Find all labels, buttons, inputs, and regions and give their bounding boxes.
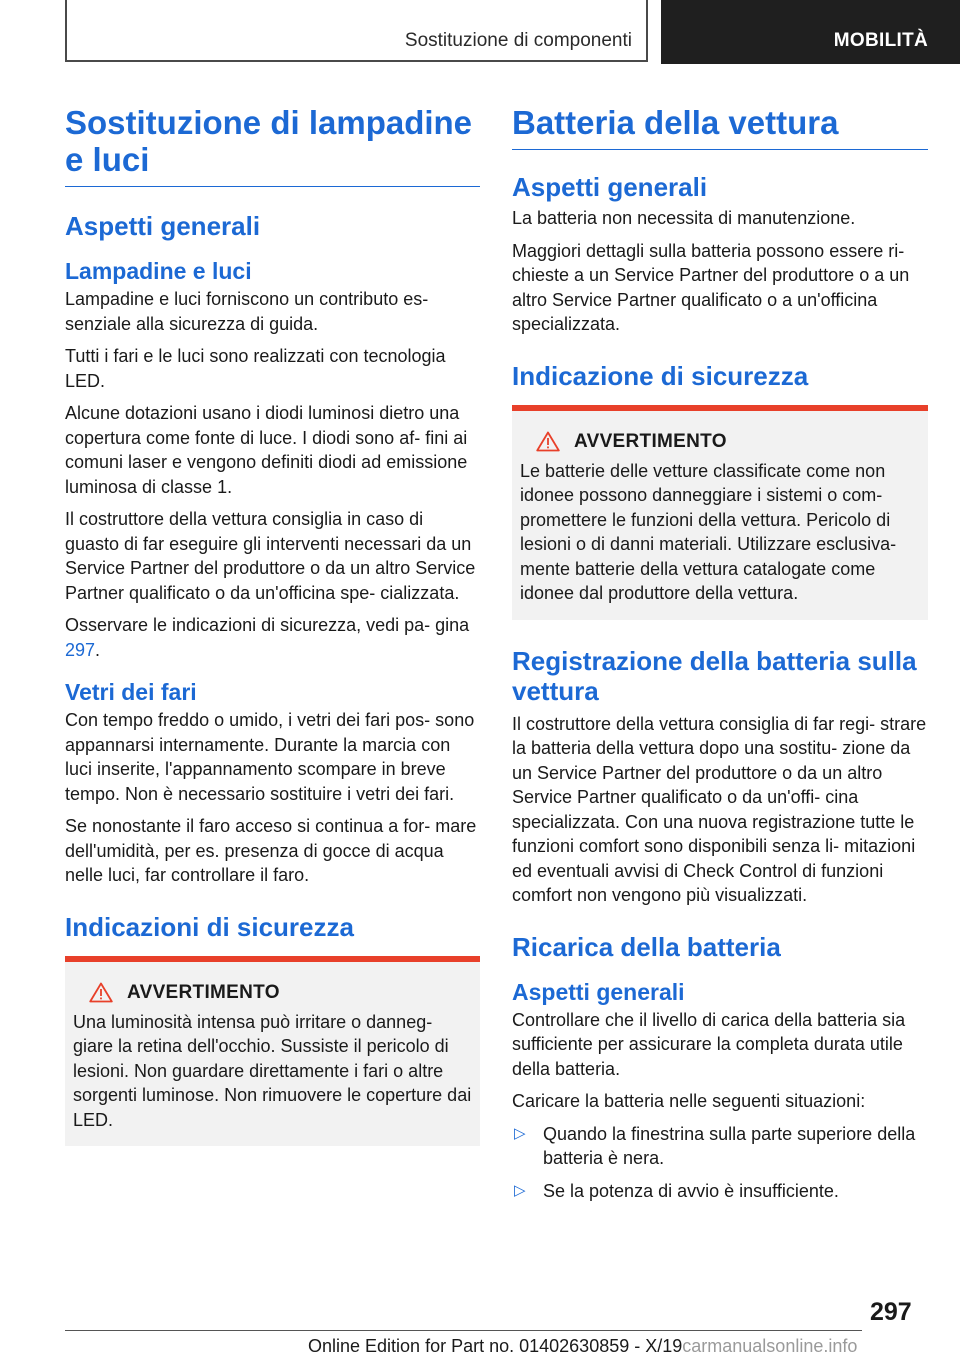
- warning-header: [520, 431, 920, 453]
- warning-box: [512, 405, 928, 620]
- warning-text: Una luminosità intensa può irritare o danneg- giare la retina dell'occhio. Sussiste il pericolo di lesioni. Non guardare direttamente i fari o altre sorgenti luminose. Non rimuovere le coperture dai LED.: [73, 1011, 472, 1130]
- subheading-headlight-glass: Vetri dei fari: [65, 679, 197, 705]
- footer-watermark: carmanualsonline.info: [682, 1336, 858, 1356]
- paragraph: Il costruttore della vettura consiglia in caso di guasto di far eseguire gli interventi necessari da un Service Partner del produttore o da un altro Service Partner qualificato o da un'officina spe- cializzata.: [65, 509, 476, 603]
- heading-safety: Indicazione di sicurezza: [512, 360, 809, 391]
- paragraph: Con tempo freddo o umido, i vetri dei fari pos- sono appannarsi internamente. Durante la marcia con luci inserite, l'appannamento scompare in breve tempo. Non è necessario sostituire i vetri dei fari.: [65, 710, 475, 804]
- warning-header: [73, 982, 472, 1004]
- triangle-right-icon: ▷: [514, 1181, 526, 1199]
- footer-edition-text: Online Edition for Part no. 01402630859 - X/19: [308, 1336, 683, 1356]
- header-section-title: Sostituzione di componenti: [404, 30, 632, 51]
- heading-battery: Batteria della vettura: [512, 104, 928, 150]
- warning-text: Le batterie delle vetture classificate come non idonee possono danneggiare i sistemi o com- promettere le funzioni della vettura. Pericolo di lesioni o di danni materiali. Utilizzare esclusiva- mente batterie della vettura catalogate come idonee dal produttore della vettura.: [520, 460, 897, 603]
- warning-triangle-icon: [89, 982, 113, 1003]
- page-number: 297: [870, 1298, 912, 1326]
- page-reference-link[interactable]: 297: [65, 639, 96, 660]
- paragraph-text: Osservare le indicazioni di sicurezza, vedi pa- gina: [65, 615, 470, 635]
- list-item: [512, 1179, 928, 1204]
- paragraph: Controllare che il livello di carica della batteria sia sufficiente per assicurare la completa durata utile della batteria.: [512, 1009, 906, 1079]
- warning-title: AVVERTIMENTO: [127, 981, 280, 1003]
- heading-general: Aspetti generali: [65, 211, 261, 241]
- paragraph: Caricare la batteria nelle seguenti situazioni:: [512, 1091, 866, 1111]
- triangle-right-icon: ▷: [514, 1124, 526, 1142]
- right-column: [512, 100, 928, 1211]
- list-item-text: Quando la finestrina sulla parte superiore della batteria è nera.: [543, 1123, 916, 1168]
- charging-situations-list: [512, 1122, 928, 1204]
- warning-triangle-icon: [536, 431, 560, 452]
- footer-divider: [65, 1330, 862, 1331]
- subheading-lamps: Lampadine e luci: [65, 258, 252, 284]
- list-item: [512, 1122, 928, 1171]
- heading-safety: Indicazioni di sicurezza: [65, 911, 354, 942]
- warning-title: AVVERTIMENTO: [574, 430, 727, 452]
- paragraph: La batteria non necessita di manutenzione.: [512, 208, 856, 228]
- list-item-text: Se la potenza di avvio è insufficiente.: [543, 1180, 839, 1201]
- header-chapter-tab[interactable]: [661, 0, 960, 64]
- heading-battery-registration: Registrazione della batteria sulla vettura: [512, 645, 917, 706]
- subheading-general: Aspetti generali: [512, 978, 685, 1005]
- heading-lamps: Sostituzione di lampadine e luci: [65, 104, 480, 187]
- heading-battery-charging: Ricarica della batteria: [512, 931, 781, 962]
- paragraph: Lampadine e luci forniscono un contributo es- senziale alla sicurezza di guida.: [65, 289, 429, 334]
- paragraph: Il costruttore della vettura consiglia di far regi- strare la batteria della vettura dopo una sostitu- zione da un Service Partner del produttore o da un altro Service Partner qualificato o da un'offi- cina specializzata. Con una nuova registrazione tutte le funzioni comfort sono disponibili senza li- mitazioni ed eventuali avvisi di Check Control di funzioni comfort non vengono più visualizzati.: [512, 713, 927, 905]
- paragraph: Maggiori dettagli sulla batteria possono essere ri- chieste a un Service Partner del produttore o a un altro Service Partner qualificato o a un'officina specializzata.: [512, 240, 910, 334]
- header-chapter-title: MOBILITÀ: [833, 30, 928, 51]
- paragraph-with-link: [65, 613, 480, 662]
- paragraph: Se nonostante il faro acceso si continua a for- mare dell'umidità, per es. presenza di gocce di acqua nelle luci, far controllare il faro.: [65, 816, 477, 885]
- footer-edition: [308, 1336, 857, 1357]
- left-column: [65, 100, 480, 1146]
- paragraph-end: .: [95, 639, 101, 660]
- paragraph: Alcune dotazioni usano i diodi luminosi dietro una copertura come fonte di luce. I diodi sono af- fini ai comuni laser e vengono definiti diodi ad emissione luminosa di classe 1.: [65, 403, 468, 497]
- header-section-box: [65, 0, 648, 62]
- heading-general: Aspetti generali: [512, 172, 708, 202]
- paragraph: Tutti i fari e le luci sono realizzati con tecnologia LED.: [65, 346, 446, 391]
- warning-box: [65, 956, 480, 1147]
